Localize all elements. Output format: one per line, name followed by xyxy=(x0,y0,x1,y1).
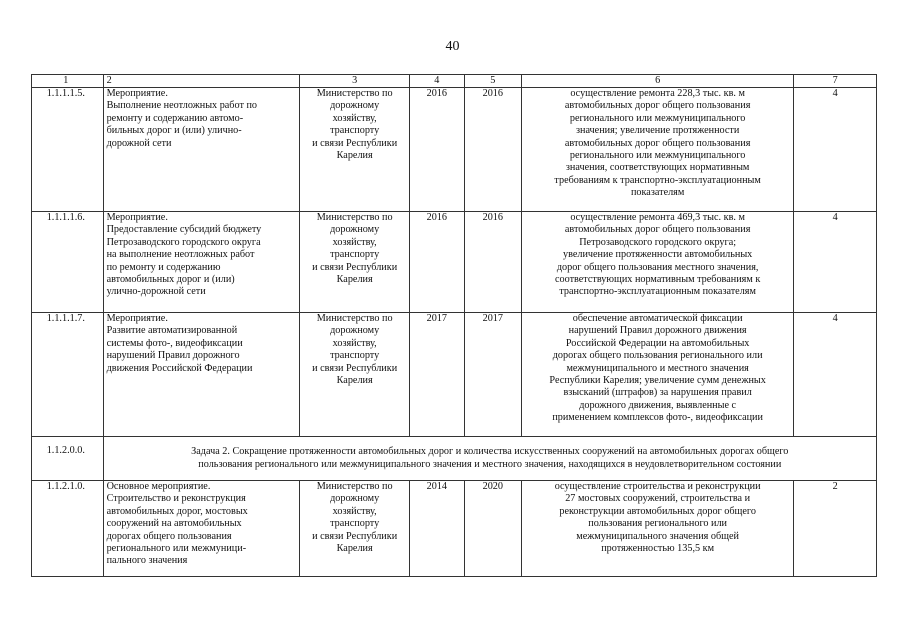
col-header-4: 4 xyxy=(410,75,464,88)
start-year: 2014 xyxy=(410,481,464,577)
row-code: 1.1.2.0.0. xyxy=(32,437,104,481)
activity-cell xyxy=(103,313,300,437)
row-code: 1.1.1.1.5. xyxy=(32,88,104,212)
activity-line: дорогах общего пользования xyxy=(106,530,232,542)
executor-line: и связи Республики xyxy=(312,261,398,273)
result-cell xyxy=(522,212,794,313)
result-line: нарушений Правил дорожного движения xyxy=(568,325,747,337)
result-line: обеспечение автоматической фиксации xyxy=(572,313,743,324)
activity-line: нарушений Правил дорожного xyxy=(106,350,240,362)
executor-line: Карелия xyxy=(336,150,373,162)
col-header-3: 3 xyxy=(300,75,410,88)
result-line: реконструкции автомобильных дорог общего xyxy=(559,505,756,517)
activity-line: Мероприятие. xyxy=(106,313,168,324)
activity-line: сооружений на автомобильных xyxy=(106,518,242,530)
activity-line: бильных дорог и (или) улично- xyxy=(106,125,242,137)
result-line: осуществление ремонта 469,3 тыс. кв. м xyxy=(570,212,745,223)
executor-cell xyxy=(300,88,410,212)
task-line: пользования регионального или межмуниципального значения и местного значения, находящихся в неудовлетворительном состоянии xyxy=(198,459,782,470)
executor-line: транспорту xyxy=(330,350,380,362)
row-code: 1.1.1.1.7. xyxy=(32,313,104,437)
result-line: осуществление ремонта 228,3 тыс. кв. м xyxy=(570,88,745,99)
result-line: увеличение протяженности автомобильных xyxy=(563,249,753,261)
activity-line: Развитие автоматизированной xyxy=(106,325,238,337)
executor-line: и связи Республики xyxy=(312,137,398,149)
executor-line: хозяйству, xyxy=(332,337,377,349)
activity-line: Строительство и реконструкция xyxy=(106,493,246,505)
executor-line: хозяйству, xyxy=(332,236,377,248)
executor-line: транспорту xyxy=(330,249,380,261)
executor-cell xyxy=(300,481,410,577)
activity-line: дорожной сети xyxy=(106,137,172,149)
activity-line: автомобильных дорог, мостовых xyxy=(106,505,248,517)
executor-line: дорожному xyxy=(330,224,380,236)
table-row xyxy=(32,88,877,212)
header-row xyxy=(32,75,877,88)
row-code: 1.1.1.1.6. xyxy=(32,212,104,313)
result-line: автомобильных дорог общего пользования xyxy=(564,224,751,236)
indicator-ref: 2 xyxy=(794,481,877,577)
activity-line: ремонту и содержанию автомо- xyxy=(106,112,244,124)
result-line: применением комплексов фото-, видеофиксации xyxy=(552,412,763,424)
executor-line: Министерство по xyxy=(316,481,393,492)
result-line: требованиям к транспортно-эксплуатационным xyxy=(554,174,761,186)
activity-line: Мероприятие. xyxy=(106,212,168,223)
table-row xyxy=(32,313,877,437)
result-line: дорожного движения, выявленные с xyxy=(579,399,737,411)
result-line: 27 мостовых сооружений, строительства и xyxy=(565,493,751,505)
activity-line: улично-дорожной сети xyxy=(106,286,206,298)
activity-line: на выполнение неотложных работ xyxy=(106,249,255,261)
activity-line: Основное мероприятие. xyxy=(106,481,211,492)
activity-line: Выполнение неотложных работ по xyxy=(106,100,257,112)
result-line: регионального или межмуниципального xyxy=(569,150,746,162)
executor-line: Министерство по xyxy=(316,313,393,324)
col-header-5: 5 xyxy=(464,75,521,88)
activity-cell xyxy=(103,481,300,577)
activity-cell xyxy=(103,212,300,313)
activity-line: Предоставление субсидий бюджету xyxy=(106,224,262,236)
executor-line: транспорту xyxy=(330,125,380,137)
executor-line: и связи Республики xyxy=(312,530,398,542)
start-year: 2016 xyxy=(410,212,464,313)
table-row xyxy=(32,481,877,577)
activity-line: регионального или межмуници- xyxy=(106,543,247,555)
end-year: 2020 xyxy=(464,481,521,577)
executor-line: Карелия xyxy=(336,543,373,555)
page-number: 40 xyxy=(445,39,460,54)
executor-cell xyxy=(300,313,410,437)
executor-line: Карелия xyxy=(336,274,373,286)
result-line: дорогах общего пользования регионального или xyxy=(552,350,763,362)
result-line: взысканий (штрафов) за нарушения правил xyxy=(563,387,752,399)
end-year: 2016 xyxy=(464,88,521,212)
result-line: дорог общего пользования местного значения, xyxy=(556,261,759,273)
result-line: Российской Федерации на автомобильных xyxy=(565,337,750,349)
executor-line: дорожному xyxy=(330,493,380,505)
activity-line: по ремонту и содержанию xyxy=(106,261,221,273)
task-row xyxy=(32,437,877,481)
result-line: Петрозаводского городского округа; xyxy=(579,236,737,248)
activity-cell xyxy=(103,88,300,212)
start-year: 2016 xyxy=(410,88,464,212)
task-line: Задача 2. Сокращение протяженности автомобильных дорог и количества искусственных сооружений на автомобильных дорогах общего xyxy=(191,446,789,457)
executor-cell xyxy=(300,212,410,313)
result-line: транспортно-эксплуатационным показателям xyxy=(559,286,756,298)
result-line: протяженностью 135,5 км xyxy=(601,543,715,555)
executor-line: транспорту xyxy=(330,518,380,530)
executor-line: дорожному xyxy=(330,100,380,112)
executor-line: хозяйству, xyxy=(332,112,377,124)
result-line: автомобильных дорог общего пользования xyxy=(564,137,751,149)
executor-line: Министерство по xyxy=(316,212,393,223)
result-cell xyxy=(522,313,794,437)
result-line: показателям xyxy=(630,187,685,199)
activity-line: Мероприятие. xyxy=(106,88,168,99)
indicator-ref: 4 xyxy=(794,212,877,313)
col-header-7: 7 xyxy=(794,75,877,88)
start-year: 2017 xyxy=(410,313,464,437)
result-cell xyxy=(522,481,794,577)
executor-line: Карелия xyxy=(336,375,373,387)
indicator-ref: 4 xyxy=(794,88,877,212)
col-header-6: 6 xyxy=(522,75,794,88)
end-year: 2017 xyxy=(464,313,521,437)
result-line: значения; увеличение протяженности xyxy=(575,125,740,137)
result-line: автомобильных дорог общего пользования xyxy=(564,100,751,112)
result-line: межмуниципального значения общей xyxy=(576,530,739,542)
col-header-1: 1 xyxy=(32,75,104,88)
col-header-2: 2 xyxy=(103,75,300,88)
task-heading xyxy=(103,437,876,481)
executor-line: Министерство по xyxy=(316,88,393,99)
result-cell xyxy=(522,88,794,212)
end-year: 2016 xyxy=(464,212,521,313)
result-line: осуществление строительства и реконструкции xyxy=(554,481,761,492)
executor-line: дорожному xyxy=(330,325,380,337)
activity-line: Петрозаводского городского округа xyxy=(106,236,261,248)
program-activities-table xyxy=(31,74,877,577)
activity-line: движения Российской Федерации xyxy=(106,362,253,374)
activity-line: автомобильных дорог и (или) xyxy=(106,274,235,286)
activity-line: пального значения xyxy=(106,555,188,567)
result-line: пользования регионального или xyxy=(588,518,728,530)
result-line: Республики Карелия; увеличение сумм денежных xyxy=(549,375,766,387)
indicator-ref: 4 xyxy=(794,313,877,437)
activity-line: системы фото-, видеофиксации xyxy=(106,337,243,349)
result-line: межмуниципального и местного значения xyxy=(566,362,749,374)
table-row xyxy=(32,212,877,313)
result-line: регионального или межмуниципального xyxy=(569,112,746,124)
executor-line: хозяйству, xyxy=(332,505,377,517)
result-line: соответствующих нормативным требованиям к xyxy=(555,274,761,286)
result-line: значения, соответствующих нормативным xyxy=(565,162,750,174)
executor-line: и связи Республики xyxy=(312,362,398,374)
row-code: 1.1.2.1.0. xyxy=(32,481,104,577)
